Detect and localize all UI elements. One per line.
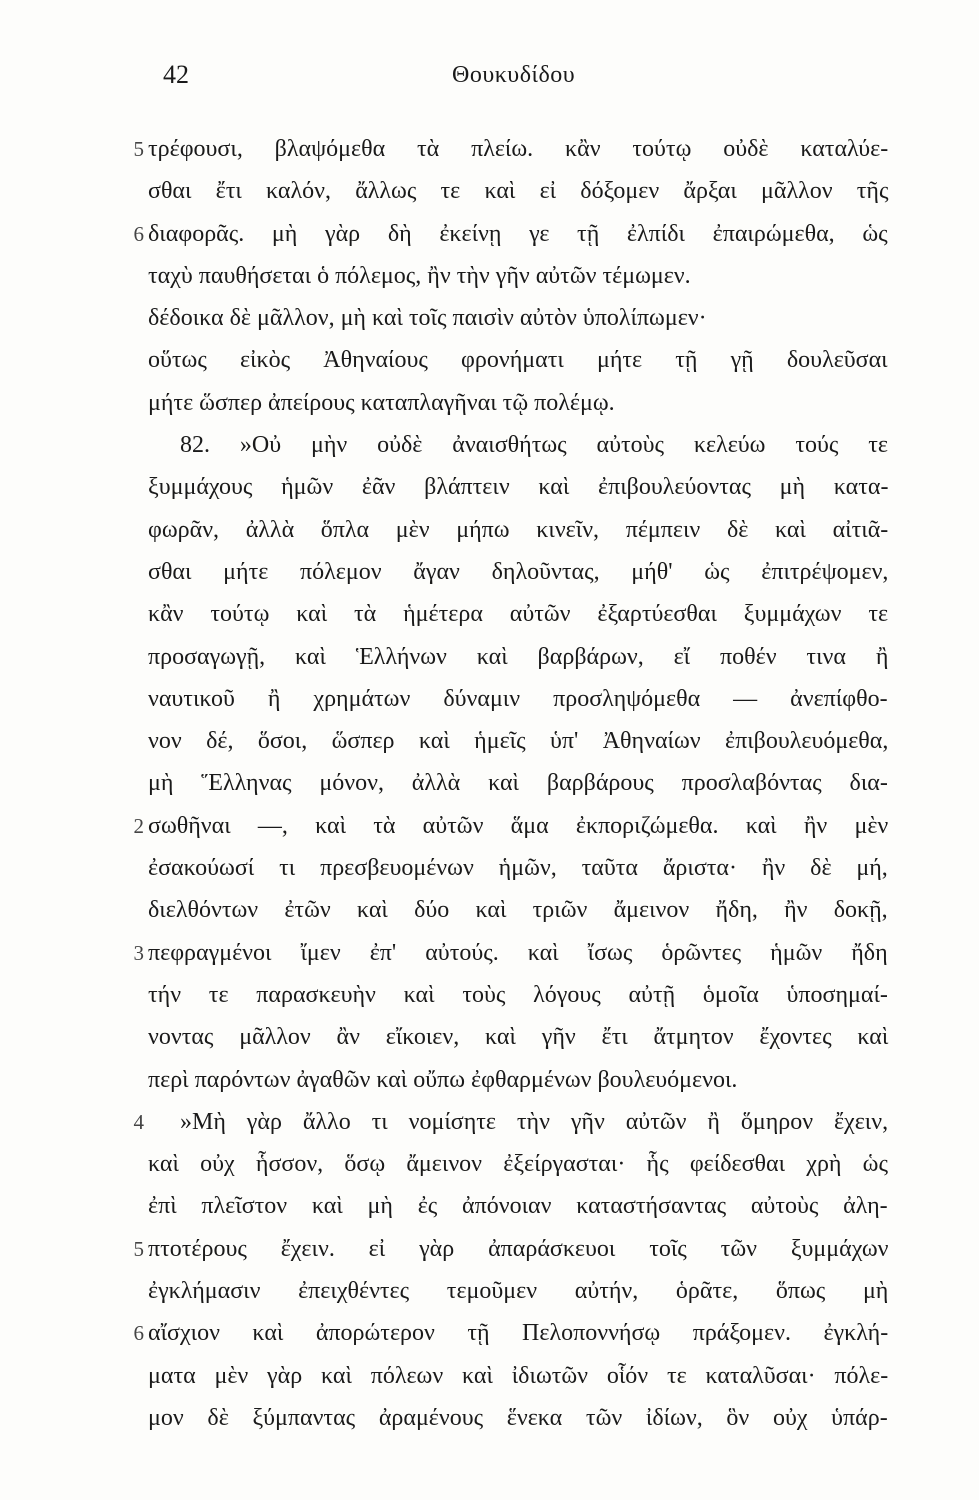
body-text	[0, 128, 979, 1439]
text-line	[0, 636, 979, 678]
line-text: δέδοικα δὲ μᾶλλον, μὴ καὶ τοῖς παισὶν αὐτὸν ὑπολίπωμεν·	[148, 305, 707, 332]
line-text: τήν τε παρασκευὴν καὶ τοὺς λόγους αὐτῇ ὁμοῖα ὑποσημαί-	[148, 981, 888, 1008]
text-line	[0, 762, 979, 804]
text-line	[0, 170, 979, 212]
line-number: 6	[133, 1321, 144, 1346]
text-line	[0, 932, 979, 974]
text-line	[0, 255, 979, 297]
text-line	[0, 1312, 979, 1354]
text-line	[0, 213, 979, 255]
line-text: κἂν τούτῳ καὶ τὰ ἡμέτερα αὐτῶν ἐξαρτύεσθαι ξυμμάχων τε	[148, 601, 889, 628]
text-line	[0, 805, 979, 847]
line-text: ναυτικοῦ ἢ χρημάτων δύναμιν προσληψόμεθα — ἀνεπίφθο-	[148, 685, 888, 712]
text-line	[0, 466, 979, 508]
line-text: ἐγκλήμασιν ἐπειχθέντες τεμοῦμεν αὐτήν, ὁρᾶτε, ὅπως μὴ	[148, 1278, 889, 1305]
text-line	[0, 593, 979, 635]
line-text: ξυμμάχους ἡμῶν ἐᾶν βλάπτειν καὶ ἐπιβουλεύοντας μὴ κατα-	[148, 474, 889, 501]
text-line	[0, 974, 979, 1016]
line-text: 82. »Οὐ μὴν οὐδὲ ἀναισθήτως αὐτοὺς κελεύω τούς τε	[180, 432, 888, 459]
text-line	[0, 1228, 979, 1270]
line-text: ματα μὲν γὰρ καὶ πόλεων καὶ ἰδιωτῶν οἷόν τε καταλῦσαι· πόλε-	[148, 1362, 889, 1389]
text-line	[0, 1059, 979, 1101]
line-number: 4	[133, 1109, 144, 1134]
line-text: μον δὲ ξύμπαντας ἀραμένους ἕνεκα τῶν ἰδίων, ὃν οὐχ ὑπάρ-	[148, 1404, 888, 1431]
text-line	[0, 551, 979, 593]
line-text: διαφορᾶς. μὴ γὰρ δὴ ἐκείνῃ γε τῇ ἐλπίδι ἐπαιρώμεθα, ὡς	[148, 220, 888, 247]
text-line	[0, 1185, 979, 1227]
line-text: πτοτέρους ἔχειν. εἰ γὰρ ἀπαράσκευοι τοῖς τῶν ξυμμάχων	[148, 1235, 889, 1262]
line-text: σωθῆναι —, καὶ τὰ αὐτῶν ἅμα ἐκποριζώμεθα. καὶ ἢν μὲν	[148, 812, 889, 839]
text-line	[0, 678, 979, 720]
text-line	[0, 889, 979, 931]
line-text: τρέφουσι, βλαψόμεθα τὰ πλείω. κἂν τούτῳ οὐδὲ καταλύε-	[148, 136, 889, 162]
text-line	[0, 339, 979, 381]
line-text: μὴ Ἕλληνας μόνον, ἀλλὰ καὶ βαρβάρους προσλαβόντας δια-	[148, 770, 888, 797]
text-line	[0, 297, 979, 339]
page-number: 42	[163, 60, 189, 89]
text-line	[0, 382, 979, 424]
line-text: νοντας μᾶλλον ἂν εἴκοιεν, καὶ γῆν ἔτι ἄτμητον ἔχοντες καὶ	[148, 1024, 889, 1051]
text-line	[0, 128, 979, 170]
line-text: νον δέ, ὅσοι, ὥσπερ καὶ ἡμεῖς ὑπ' Ἀθηναίων ἐπιβουλευόμεθα,	[148, 728, 889, 755]
text-line	[0, 509, 979, 551]
text-line	[0, 1101, 979, 1143]
line-text: πεφραγμένοι ἴμεν ἐπ' αὐτούς. καὶ ἴσως ὁρῶντες ἡμῶν ἤδη	[148, 939, 888, 966]
line-text: σθαι ἔτι καλόν, ἄλλως τε καὶ εἰ δόξομεν ἄρξαι μᾶλλον τῆς	[148, 178, 889, 205]
line-text: ταχὺ παυθήσεται ὁ πόλεμος, ἢν τὴν γῆν αὐτῶν τέμωμεν.	[148, 262, 691, 289]
text-line	[0, 1143, 979, 1185]
line-text: οὕτως εἰκὸς Ἀθηναίους φρονήματι μήτε τῇ γῇ δουλεῦσαι	[148, 347, 888, 374]
line-text: περὶ παρόντων ἀγαθῶν καὶ οὔπω ἐφθαρμένων βουλευόμενοι.	[148, 1066, 738, 1093]
line-text: ἐσακούωσί τι πρεσβευομένων ἡμῶν, ταῦτα ἄριστα· ἢν δὲ μή,	[148, 855, 888, 882]
line-text: καὶ οὐχ ἧσσον, ὅσῳ ἄμεινον ἐξείργασται· ἧς φείδεσθαι χρὴ ὡς	[148, 1151, 888, 1178]
text-line	[0, 1016, 979, 1058]
line-number: 5	[133, 137, 144, 161]
line-text: σθαι μήτε πόλεμον ἄγαν δηλοῦντας, μήθ' ὡς ἐπιτρέψομεν,	[148, 558, 889, 585]
line-number: 5	[133, 1236, 144, 1261]
line-text: διελθόντων ἐτῶν καὶ δύο καὶ τριῶν ἄμεινον ἤδη, ἢν δοκῇ,	[148, 897, 888, 924]
line-text: μήτε ὥσπερ ἀπείρους καταπλαγῆναι τῷ πολέμῳ.	[148, 389, 615, 416]
text-line	[0, 424, 979, 466]
line-text: φωρᾶν, ἀλλὰ ὅπλα μὲν μήπω κινεῖν, πέμπειν δὲ καὶ αἰτιᾶ-	[148, 516, 889, 543]
text-line	[0, 1355, 979, 1397]
text-line	[0, 847, 979, 889]
line-number: 2	[133, 813, 144, 838]
line-number: 3	[133, 940, 144, 965]
text-line	[0, 1397, 979, 1439]
line-text: »Μὴ γὰρ ἄλλο τι νομίσητε τὴν γῆν αὐτῶν ἢ ὅμηρον ἔχειν,	[180, 1108, 889, 1135]
text-line	[0, 1270, 979, 1312]
line-text: αἴσχιον καὶ ἀπορώτερον τῇ Πελοποννήσῳ πράξομεν. ἐγκλή-	[148, 1320, 889, 1347]
text-line	[0, 720, 979, 762]
line-text: ἐπὶ πλεῖστον καὶ μὴ ἐς ἀπόνοιαν καταστήσαντας αὐτοὺς ἀλη-	[148, 1193, 888, 1220]
page-header	[0, 60, 979, 100]
line-number: 6	[133, 221, 144, 246]
running-title: Θουκυδίδου	[452, 62, 576, 88]
line-text: προσαγωγῇ, καὶ Ἑλλήνων καὶ βαρβάρων, εἴ ποθέν τινα ἢ	[148, 643, 889, 670]
